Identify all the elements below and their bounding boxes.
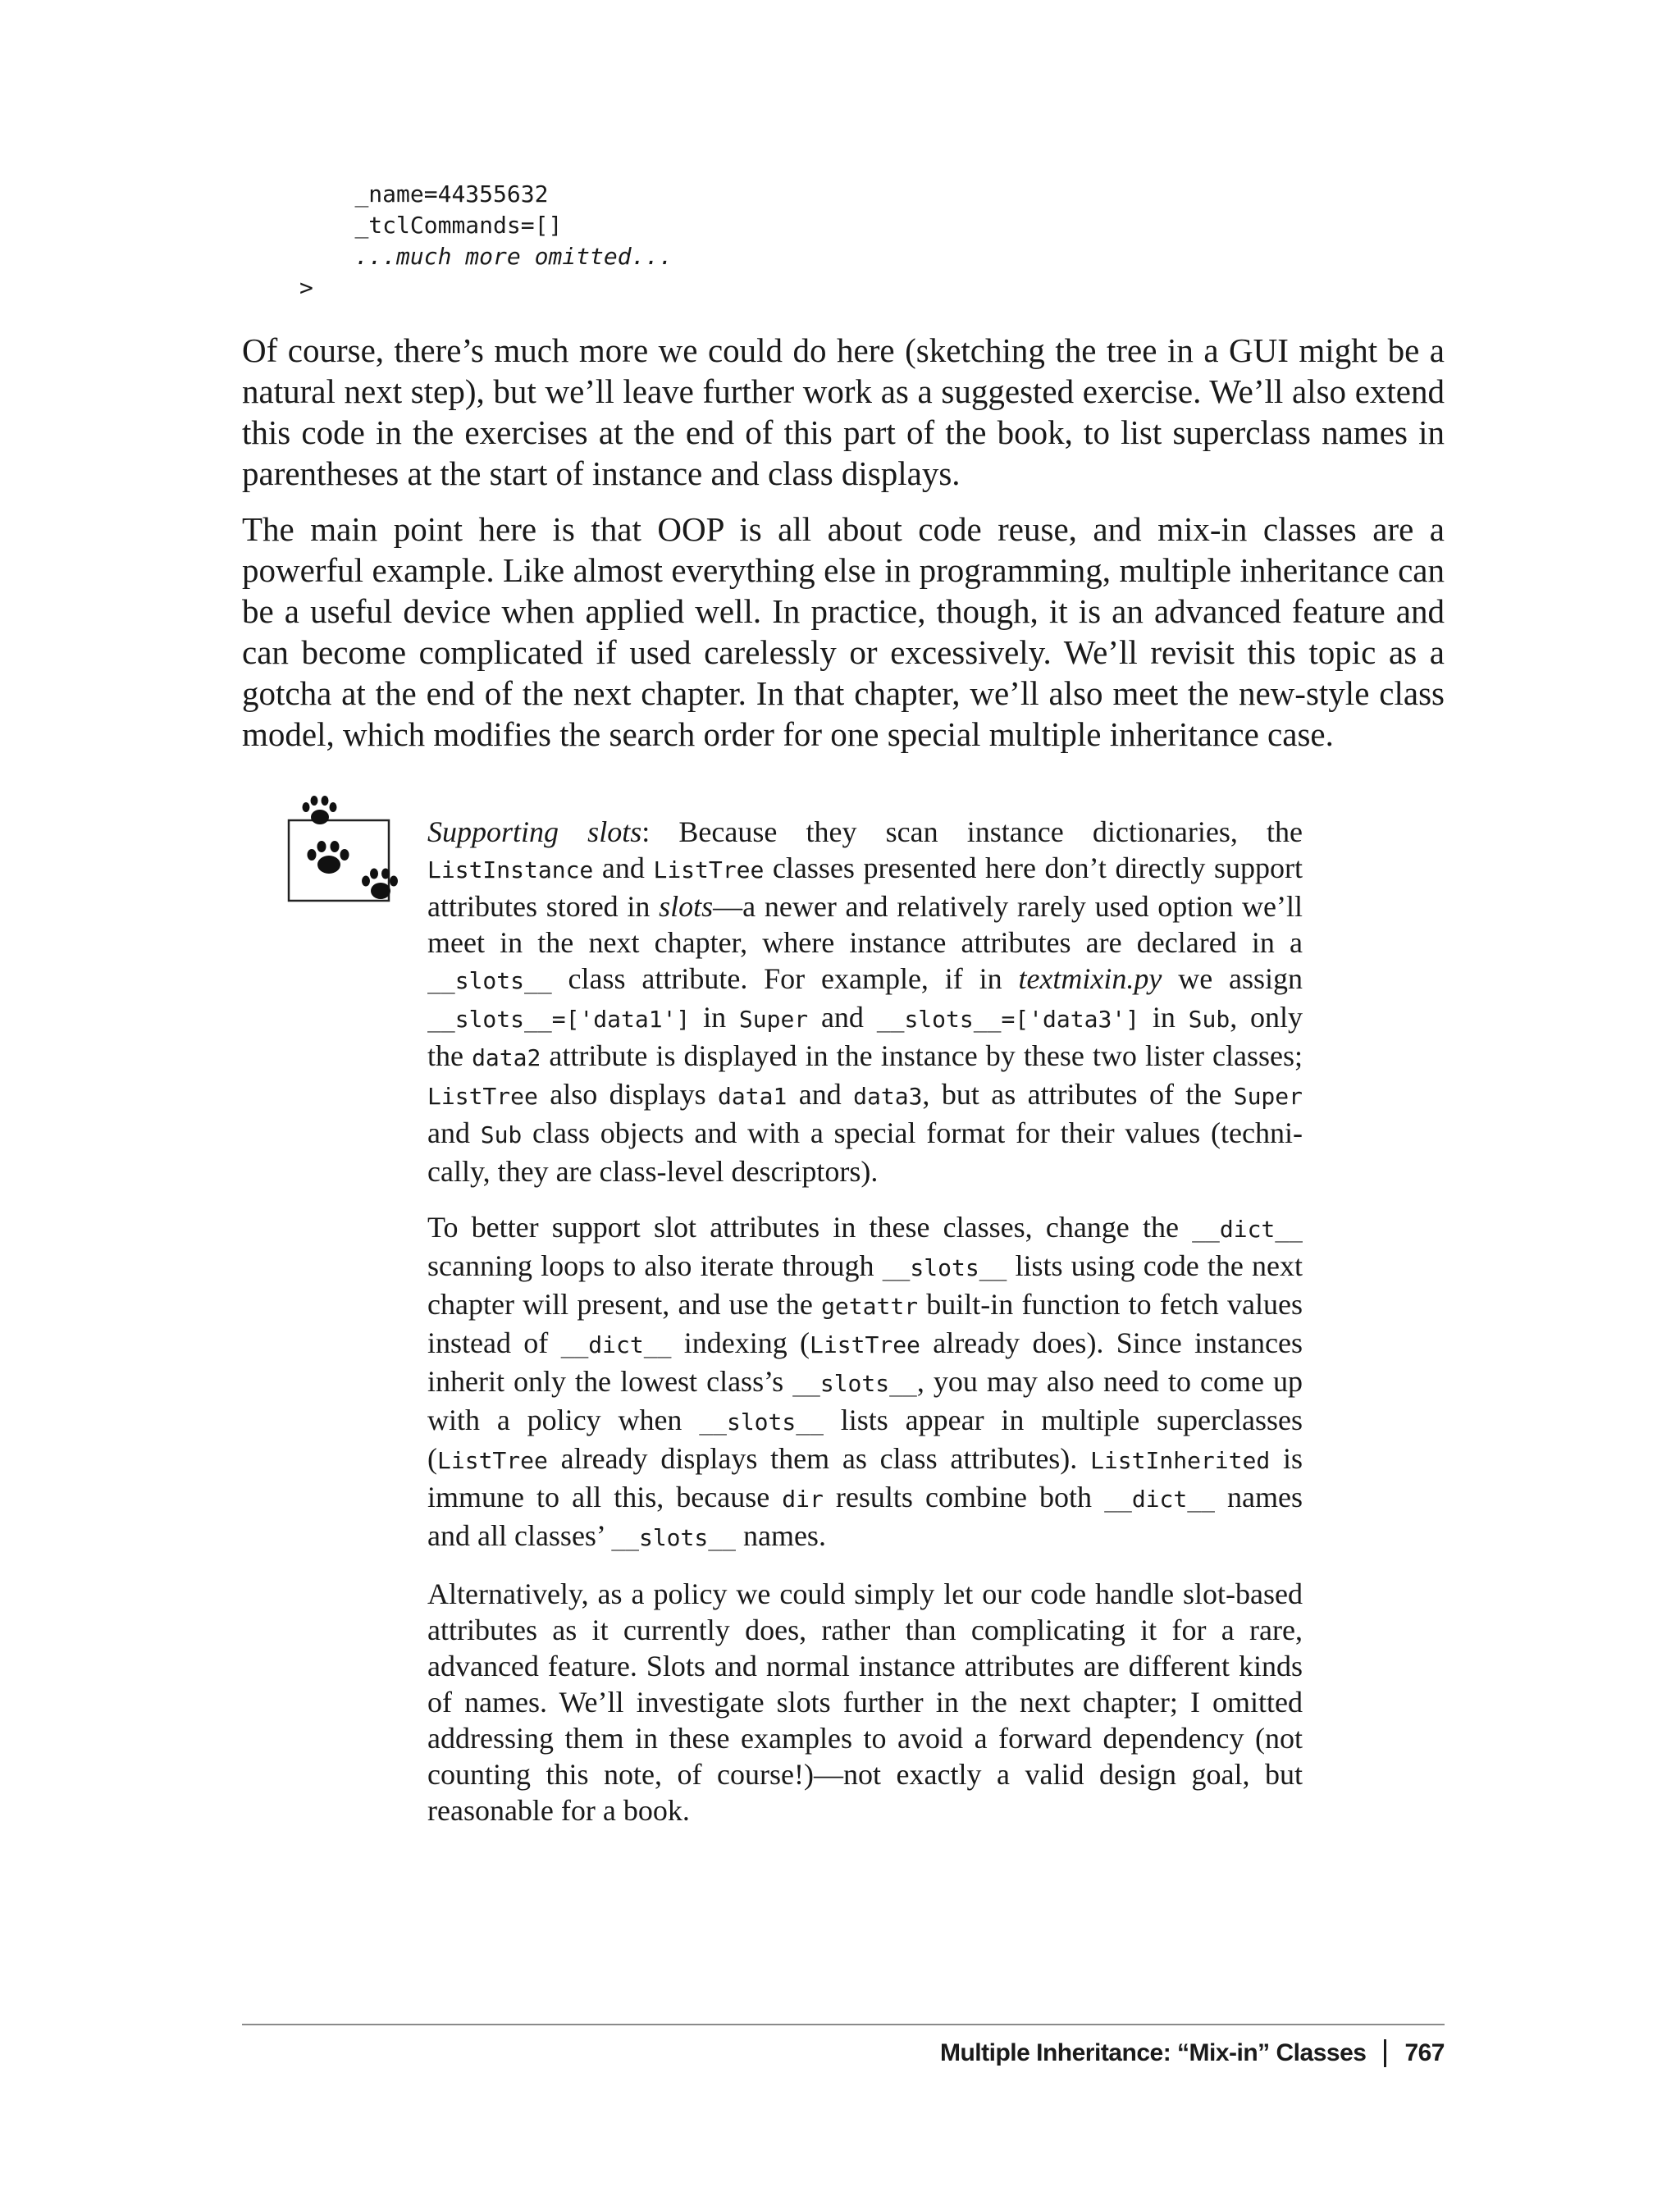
inline-code: getattr <box>821 1293 919 1320</box>
paw-prints-icon <box>284 794 407 932</box>
footer-separator <box>1384 2039 1386 2067</box>
body-paragraph: The main point here is that OOP is all about code reuse, and mix-in classes are a powerful example. Like almost everything else in programming, multiple inheritance can be a useful device when applied well. In practice, though, it is an advanced feature and can become complicated if used carelessly or excessively. We’ll revisit this topic as a gotcha at the end of the next chapter. In that chapter, we’ll also meet the new-style class model, which modifies the search order for one special multiple inheritance case. <box>242 510 1445 753</box>
note-text: built-in function to fetch values instead of <box>427 1288 1303 1359</box>
note-text: To better support slot attributes in these classes, change the <box>427 1211 1193 1244</box>
inline-code: __dict__ <box>1104 1486 1215 1513</box>
inline-code: __slots__ <box>611 1524 736 1551</box>
code-listing <box>299 179 1448 304</box>
code-line-closing: > <box>299 274 313 301</box>
note-text: class attribute. For example, if in <box>551 962 1019 995</box>
note-box <box>427 814 1303 1828</box>
page-number: 767 <box>1404 2039 1445 2066</box>
inline-code: __slots__=['data1'] <box>427 1006 691 1033</box>
note-text: , but as attributes of the <box>922 1078 1234 1111</box>
note-text: lists using code the next chapter will present, and use the <box>427 1249 1303 1321</box>
note-text: scanning loops to also iterate through <box>427 1249 883 1282</box>
inline-code: Sub <box>1188 1006 1230 1033</box>
inline-code: ListInstance <box>427 856 594 883</box>
note-text: : Because they scan instance dictionaries, the <box>641 815 1303 848</box>
note-paragraph <box>427 1209 1303 1556</box>
inline-code: data2 <box>472 1044 541 1071</box>
inline-code: ListInherited <box>1090 1447 1271 1474</box>
note-text: we assign <box>1162 962 1303 995</box>
inline-code: Super <box>1233 1083 1303 1110</box>
inline-code: ListTree <box>437 1447 548 1474</box>
note-text: classes presented here don’t directly support attributes stored in <box>427 851 1303 923</box>
note-text: in <box>1139 1001 1189 1034</box>
inline-code: __slots__ <box>882 1254 1007 1281</box>
inline-code: ListTree <box>810 1331 920 1358</box>
emphasis-text: Supporting slots <box>427 815 642 848</box>
code-line-omitted: ...much more omitted... <box>354 243 673 270</box>
note-text: Alternatively, as a policy we could simply let our code handle slot-based attributes as it currently does, rather than complicating it for a rare, advanced feature. Slots and normal instance attributes are different kinds of names. We’ll investigate slots further in the next chapter; I omitted addressing them in these examples to avoid a forward dependency (not counting this note, of course!)—not exactly a valid design goal, but reasonable for a book. <box>427 1577 1303 1827</box>
note-text: in <box>690 1001 739 1034</box>
note-text: class objects and with a special format for their values (technically, they are class-level descriptors). <box>427 1116 1303 1188</box>
note-text: is immune to all this, because <box>427 1442 1303 1513</box>
note-text: attribute is displayed in the instance by these two lister classes; <box>541 1039 1303 1072</box>
note-text: and <box>593 851 654 884</box>
inline-code: __dict__ <box>560 1331 672 1358</box>
note-paragraph <box>427 814 1303 1189</box>
inline-code: Super <box>738 1006 809 1033</box>
note-paragraph <box>427 1576 1303 1828</box>
note-text: and <box>808 1001 877 1034</box>
emphasis-text: slots <box>659 890 714 923</box>
inline-code: __slots__=['data3'] <box>876 1006 1140 1033</box>
footer-section-title: Multiple Inheritance: “Mix-in” Classes <box>939 2039 1367 2066</box>
inline-code: dir <box>782 1486 824 1513</box>
note-text: already does). Since instances inherit only the lowest class’s <box>427 1326 1303 1398</box>
inline-code: Sub <box>480 1121 523 1148</box>
note-text: , only the <box>427 1001 1303 1072</box>
inline-code: __slots__ <box>699 1408 824 1436</box>
inline-code: data3 <box>853 1083 923 1110</box>
note-text: lists appear in multiple superclasses ( <box>427 1404 1303 1475</box>
inline-code: ListTree <box>653 856 765 883</box>
emphasis-text: textmixin.py <box>1018 962 1162 995</box>
inline-code: ListTree <box>427 1083 538 1110</box>
inline-code: __dict__ <box>1192 1216 1303 1243</box>
inline-code: __slots__ <box>792 1370 917 1397</box>
note-text: also displays <box>537 1078 719 1111</box>
footer-divider <box>242 2024 1445 2025</box>
note-text: —a newer and relatively rarely used option we’ll meet in the next chapter, where instance attributes are declared in a <box>427 890 1303 959</box>
inline-code: __slots__ <box>427 967 552 994</box>
note-text: , you may also need to come up with a policy when <box>427 1365 1303 1436</box>
note-text: names and all classes’ <box>427 1481 1303 1552</box>
code-line: _tclCommands=[] <box>354 212 563 239</box>
running-footer <box>940 2039 1445 2067</box>
body-paragraph: Of course, there’s much more we could do here (sketching the tree in a GUI might be a natural next step), but we’ll leave further work as a suggested exercise. We’ll also extend this code in the exercises at the end of this part of the book, to list superclass names in parentheses at the start of instance and class displays. <box>242 331 1445 492</box>
note-text: indexing ( <box>671 1326 810 1359</box>
note-text: and <box>427 1116 481 1149</box>
note-text: and <box>787 1078 854 1111</box>
code-line: _name=44355632 <box>354 180 549 208</box>
inline-code: data1 <box>718 1083 788 1110</box>
note-text: names. <box>735 1519 826 1552</box>
note-text: already displays them as class attributes). <box>547 1442 1091 1475</box>
note-text: results combine both <box>823 1481 1105 1513</box>
